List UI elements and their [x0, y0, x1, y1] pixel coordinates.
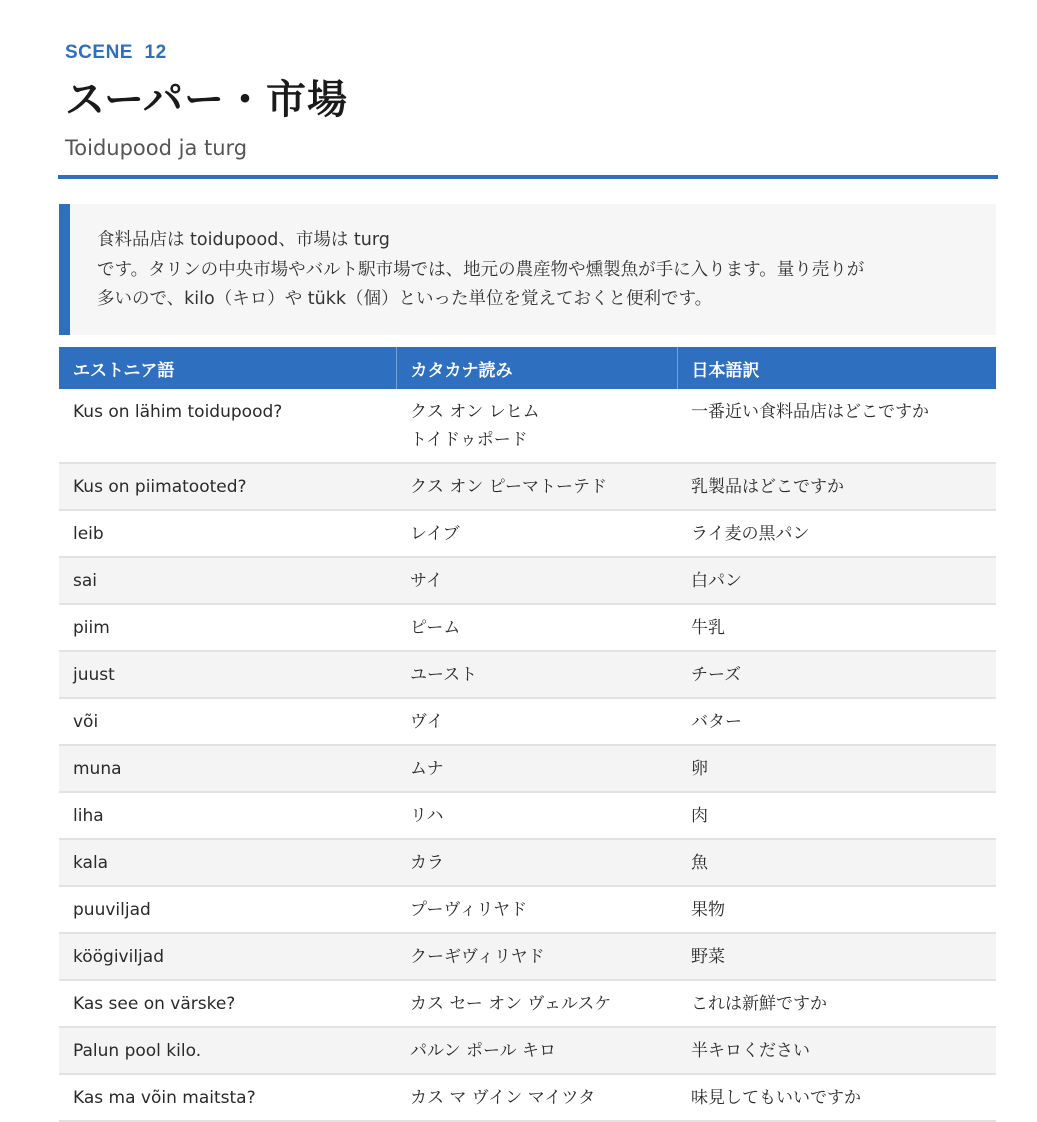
cell-katakana: カス マ ヴイン マイツタ	[396, 1074, 677, 1121]
cell-japanese: チーズ	[677, 651, 996, 698]
table-row	[59, 886, 996, 933]
cell-estonian: puuviljad	[59, 886, 396, 933]
cell-katakana: ユースト	[396, 651, 677, 698]
cell-estonian: juust	[59, 651, 396, 698]
cell-katakana: パルン ポール キロ	[396, 1027, 677, 1074]
page-title: スーパー・市場	[65, 77, 348, 123]
cell-japanese: 牛乳	[677, 604, 996, 651]
cell-katakana: ピーム	[396, 604, 677, 651]
table-row	[59, 839, 996, 886]
table-row	[59, 1027, 996, 1074]
cell-katakana: カス セー オン ヴェルスケ	[396, 980, 677, 1027]
cell-estonian: liha	[59, 792, 396, 839]
header-estonian: エストニア語	[59, 347, 396, 389]
table-row	[59, 792, 996, 839]
cell-japanese: 味見してもいいですか	[677, 1074, 996, 1121]
scene-label: SCENE 12	[65, 42, 167, 63]
cell-japanese: 卵	[677, 745, 996, 792]
cell-japanese: 果物	[677, 886, 996, 933]
table-row	[59, 980, 996, 1027]
table-row	[59, 933, 996, 980]
table-row	[59, 389, 996, 463]
cell-estonian: või	[59, 698, 396, 745]
intro-box	[59, 204, 996, 335]
cell-estonian: kala	[59, 839, 396, 886]
cell-estonian: Kas ma võin maitsta?	[59, 1074, 396, 1121]
intro-line: です。タリンの中央市場やバルト駅市場では、地元の農産物や燻製魚が手に入ります。量り売りが	[97, 259, 865, 280]
cell-estonian: Kus on piimatooted?	[59, 463, 396, 510]
table-header-row	[59, 347, 996, 389]
cell-japanese: 野菜	[677, 933, 996, 980]
cell-japanese: ライ麦の黒パン	[677, 510, 996, 557]
table-row	[59, 557, 996, 604]
cell-estonian: köögiviljad	[59, 933, 396, 980]
table-row	[59, 604, 996, 651]
header-katakana: カタカナ読み	[396, 347, 677, 389]
cell-japanese: バター	[677, 698, 996, 745]
cell-japanese: これは新鮮ですか	[677, 980, 996, 1027]
cell-katakana: クス オン ピーマトーテド	[396, 463, 677, 510]
cell-estonian: Palun pool kilo.	[59, 1027, 396, 1074]
table-row	[59, 745, 996, 792]
cell-katakana: ムナ	[396, 745, 677, 792]
vocab-table	[59, 347, 996, 1122]
table-row	[59, 463, 996, 510]
cell-katakana: リハ	[396, 792, 677, 839]
cell-katakana: クス オン レヒム トイドゥポード	[396, 389, 677, 463]
cell-estonian: sai	[59, 557, 396, 604]
cell-japanese: 白パン	[677, 557, 996, 604]
cell-estonian: Kas see on värske?	[59, 980, 396, 1027]
intro-line: 食料品店は toidupood、市場は turg	[97, 230, 390, 250]
cell-japanese: 肉	[677, 792, 996, 839]
cell-japanese: 半キロください	[677, 1027, 996, 1074]
page-subtitle: Toidupood ja turg	[65, 136, 248, 160]
cell-japanese: 乳製品はどこですか	[677, 463, 996, 510]
cell-estonian: muna	[59, 745, 396, 792]
intro-line: 多いので、kilo（キロ）や tükk（個）といった単位を覚えておくと便利です。	[97, 289, 713, 309]
table-row	[59, 651, 996, 698]
cell-katakana: プーヴィリヤド	[396, 886, 677, 933]
cell-japanese: 魚	[677, 839, 996, 886]
table-body	[59, 389, 996, 1121]
table-row	[59, 698, 996, 745]
table-row	[59, 510, 996, 557]
header-japanese: 日本語訳	[677, 347, 996, 389]
cell-estonian: Kus on lähim toidupood?	[59, 389, 396, 463]
table-row	[59, 1074, 996, 1121]
cell-japanese: 一番近い食料品店はどこですか	[677, 389, 996, 463]
title-divider	[58, 175, 998, 179]
cell-estonian: leib	[59, 510, 396, 557]
cell-katakana: クーギヴィリヤド	[396, 933, 677, 980]
cell-estonian: piim	[59, 604, 396, 651]
cell-katakana: サイ	[396, 557, 677, 604]
cell-katakana: カラ	[396, 839, 677, 886]
cell-katakana: レイブ	[396, 510, 677, 557]
cell-katakana: ヴイ	[396, 698, 677, 745]
